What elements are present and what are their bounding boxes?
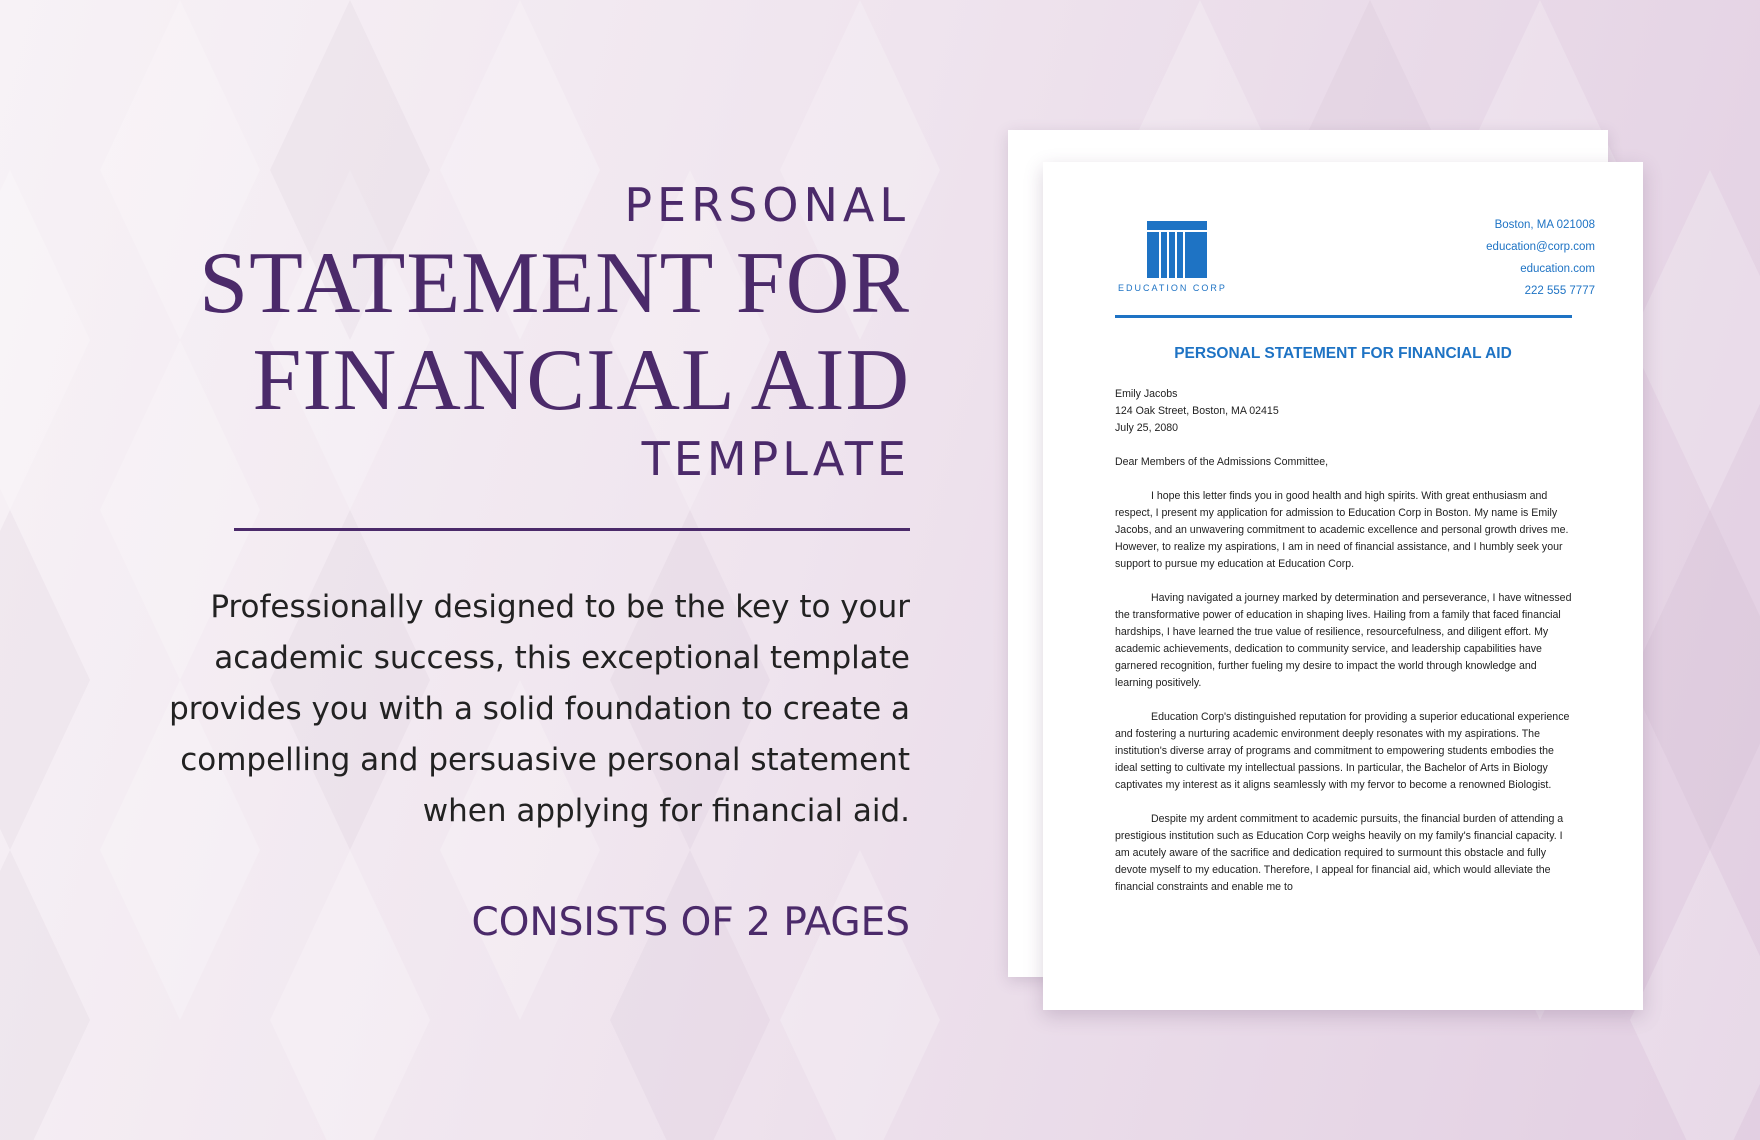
contact-email: education@corp.com <box>1486 241 1595 253</box>
sender-address: 124 Oak Street, Boston, MA 02415 <box>1115 405 1279 417</box>
promo-title-line-1: STATEMENT FOR <box>199 235 910 332</box>
document-header-rule <box>1115 315 1572 318</box>
sender-name: Emily Jacobs <box>1115 388 1178 400</box>
education-corp-logo-icon <box>1117 219 1225 291</box>
contact-address: Boston, MA 021008 <box>1494 219 1595 231</box>
promo-subtitle: TEMPLATE <box>641 432 910 486</box>
document-front-page <box>1043 162 1643 1010</box>
promo-pages-note: CONSISTS OF 2 PAGES <box>471 900 910 945</box>
contact-website: education.com <box>1520 263 1595 275</box>
promo-title-line-2: FINANCIAL AID <box>252 332 910 429</box>
promo-eyebrow: PERSONAL <box>624 178 910 232</box>
logo-text: EDUCATION CORP <box>1118 283 1227 293</box>
body-paragraph-2: Having navigated a journey marked by determination and perseverance, I have witnessed the transformative power of education in shaping lives. Hailing from a family that faced financial hardships, I have learned the true value of resilience, resourcefulness, and diligent effort. My academic achievements, dedication to community service, and leadership capabilities have garnered recognition, further fueling my desire to impact the world through knowledge and learning positively. <box>1115 592 1572 689</box>
sender-date: July 25, 2080 <box>1115 422 1179 434</box>
promo-description: Professionally designed to be the key to your academic success, this exceptional template provides you with a solid foundation to create a compelling and persuasive personal statement when applying for financial aid. <box>169 589 910 829</box>
document-body <box>1115 386 1573 896</box>
promo-divider <box>234 528 910 531</box>
document-title: PERSONAL STATEMENT FOR FINANCIAL AID <box>1174 345 1512 362</box>
salutation: Dear Members of the Admissions Committee, <box>1115 456 1329 468</box>
body-paragraph-4: Despite my ardent commitment to academic pursuits, the financial burden of attending a prestigious institution such as Education Corp weighs heavily on my family's financial capacity. I am acutely aware of the sacrifice and dedication required to surmount this obstacle and fully devote myself to my education. Therefore, I appeal for financial aid, which would alleviate the financial constraints and enable me to <box>1115 813 1564 893</box>
contact-phone: 222 555 7777 <box>1524 285 1595 297</box>
body-paragraph-3: Education Corp's distinguished reputation for providing a superior educational experience and fostering a nurturing academic environment deeply resonates with my aspirations. The institution's diverse array of programs and commitment to empowering students embodies the ideal setting to cultivate my intellectual passions. In particular, the Bachelor of Arts in Biology captivates my interest as it aligns seamlessly with my fervor to become a renowned Biologist. <box>1115 711 1570 791</box>
contact-block <box>1486 214 1595 302</box>
body-paragraph-1: I hope this letter finds you in good health and high spirits. With great enthusiasm and respect, I present my application for admission to Education Corp in Boston. My name is Emily Jacobs, and an unwavering commitment to academic excellence and personal growth drives me. However, to realize my aspirations, I am in need of financial assistance, and I humbly seek your support to pursue my education at Education Corp. <box>1115 490 1569 570</box>
